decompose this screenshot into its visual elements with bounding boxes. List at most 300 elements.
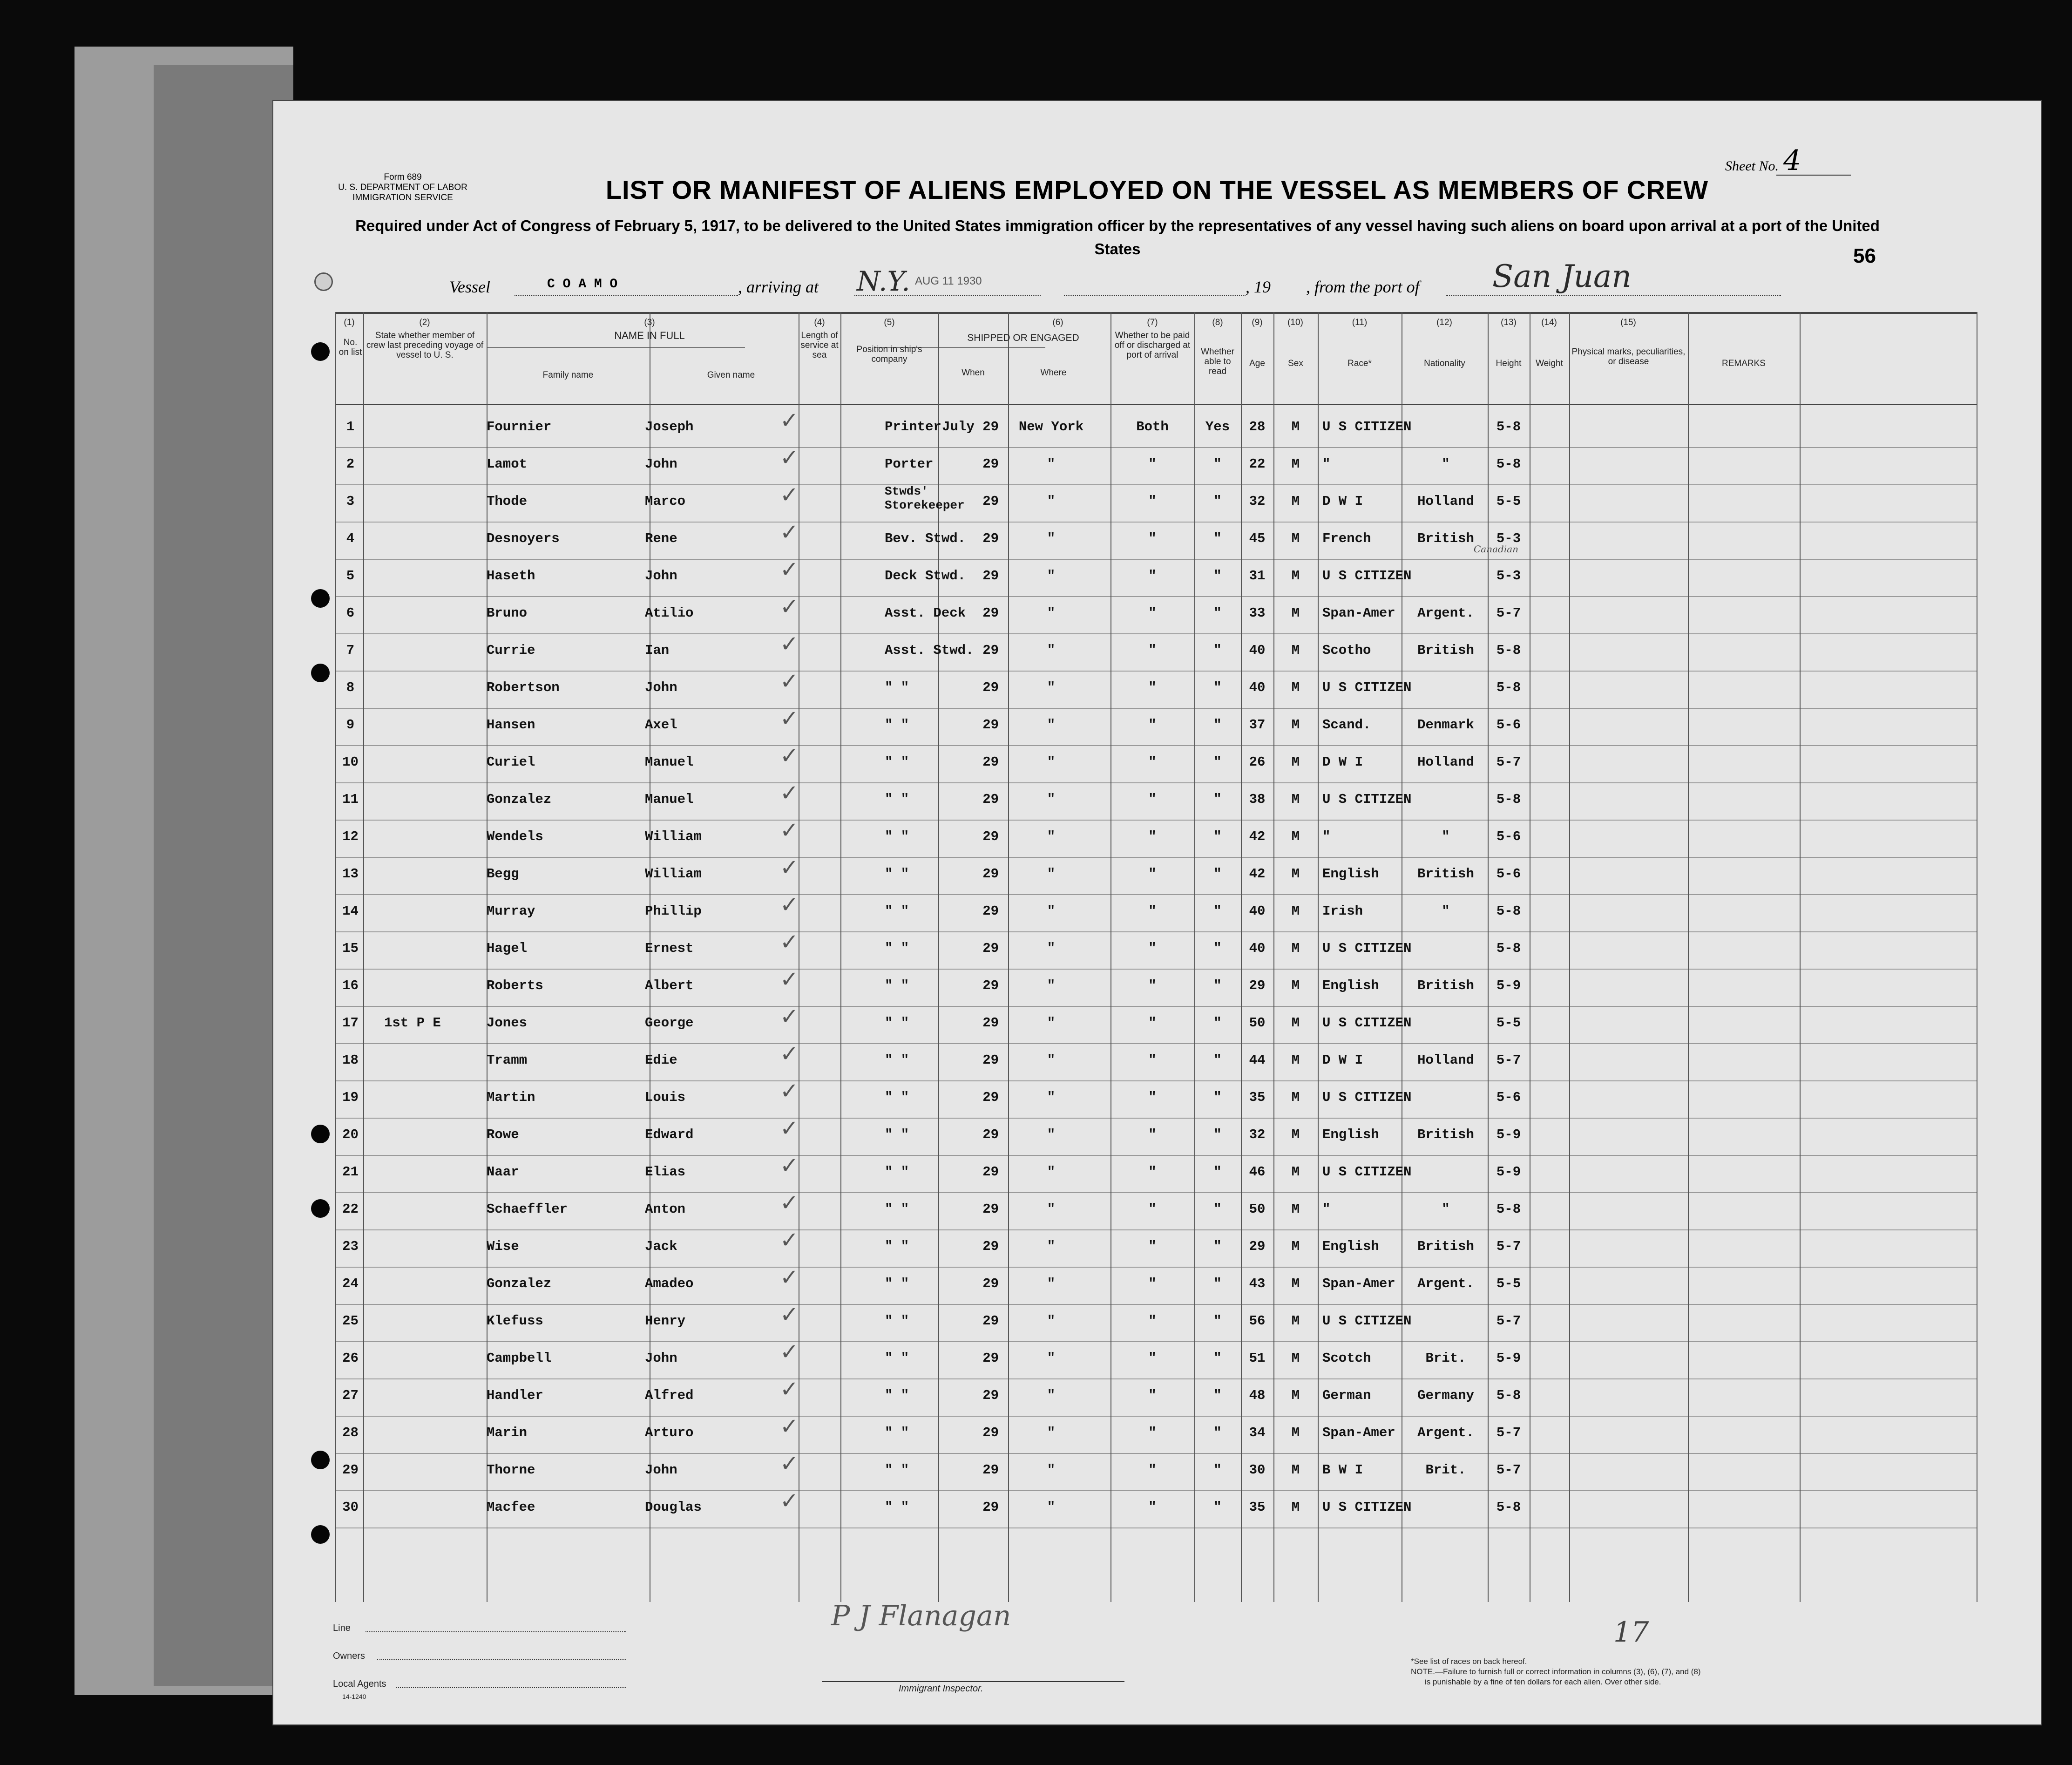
given-name-cell: William <box>645 829 702 844</box>
race-cell: B W I <box>1322 1462 1363 1478</box>
age-cell: 30 <box>1249 1462 1266 1478</box>
check-mark-icon: ✓ <box>780 966 799 992</box>
given-name-cell: John <box>645 456 677 472</box>
age-cell: 42 <box>1249 829 1266 844</box>
inspector-signature: P J Flanagan <box>831 1600 1011 1632</box>
shipped-where-cell: " <box>1047 1351 1056 1366</box>
height-cell: 5-8 <box>1496 903 1521 919</box>
position-cell: Asst. Stwd. <box>885 643 974 658</box>
nationality-cell: " <box>1442 456 1450 472</box>
shipped-where-cell: " <box>1047 941 1056 956</box>
shipped-where-cell: " <box>1047 680 1056 695</box>
age-cell: 56 <box>1249 1313 1266 1329</box>
family-name-cell: Hansen <box>487 717 535 733</box>
nationality-cell: Argent. <box>1417 1425 1474 1440</box>
sex-cell: M <box>1291 494 1300 509</box>
manifest-sheet <box>272 100 2042 1725</box>
sex-cell: M <box>1291 643 1300 658</box>
row-number: 13 <box>342 866 359 882</box>
sex-cell: M <box>1291 456 1300 472</box>
check-mark-icon: ✓ <box>780 892 799 918</box>
check-mark-icon: ✓ <box>780 668 799 694</box>
column-number: (4) <box>814 318 825 327</box>
age-cell: 50 <box>1249 1015 1266 1031</box>
check-mark-icon: ✓ <box>780 743 799 769</box>
nationality-cell: British <box>1417 1127 1474 1142</box>
able-to-read-cell: " <box>1213 978 1222 993</box>
nationality-cell: British <box>1417 1239 1474 1254</box>
shipped-when-cell: 29 <box>982 1351 999 1366</box>
position-cell: " " <box>885 903 909 919</box>
sex-cell: M <box>1291 1202 1300 1217</box>
shipped-where-cell: " <box>1047 1052 1056 1068</box>
sex-cell: M <box>1291 1425 1300 1440</box>
form-number: Form 689 <box>384 172 422 182</box>
sex-cell: M <box>1291 531 1300 546</box>
able-to-read-cell: " <box>1213 754 1222 770</box>
given-name-cell: Jack <box>645 1239 677 1254</box>
shipped-when-cell: 29 <box>982 866 999 882</box>
row-number: 3 <box>346 494 355 509</box>
column-number: (9) <box>1252 318 1263 327</box>
given-name-cell: Edie <box>645 1052 677 1068</box>
position-cell: " " <box>885 1313 909 1329</box>
paid-off-cell: " <box>1148 829 1157 844</box>
paid-off-cell: " <box>1148 978 1157 993</box>
from-port-fill-line <box>1446 295 1781 296</box>
header-remarks: REMARKS <box>1722 359 1766 368</box>
shipped-where-cell: " <box>1047 1127 1056 1142</box>
position-cell: " " <box>885 1425 909 1440</box>
position-cell: " " <box>885 717 909 733</box>
race-cell: U S CITIZEN <box>1322 1500 1412 1515</box>
row-number: 17 <box>342 1015 359 1031</box>
paid-off-cell: " <box>1148 456 1157 472</box>
inspector-label: Immigrant Inspector. <box>899 1684 983 1694</box>
race-cell: " <box>1322 829 1331 844</box>
shipped-where-cell: " <box>1047 1276 1056 1291</box>
sheet-no-value: 4 <box>1783 144 1801 177</box>
able-to-read-cell: " <box>1213 1202 1222 1217</box>
position-cell: Stwds' Storekeeper <box>885 484 965 512</box>
paid-off-cell: " <box>1148 1127 1157 1142</box>
family-name-cell: Schaeffler <box>487 1202 568 1217</box>
header-age: Age <box>1249 359 1265 368</box>
paid-off-cell: " <box>1148 866 1157 882</box>
age-cell: 51 <box>1249 1351 1266 1366</box>
height-cell: 5-3 <box>1496 568 1521 584</box>
able-to-read-cell: Yes <box>1205 419 1230 434</box>
sex-cell: M <box>1291 568 1300 584</box>
line-fill <box>366 1631 626 1632</box>
year-label: , 19 <box>1246 278 1271 296</box>
age-cell: 35 <box>1249 1090 1266 1105</box>
family-name-cell: Bruno <box>487 605 528 621</box>
header-where: Where <box>1040 368 1067 378</box>
row-number: 9 <box>346 717 355 733</box>
handwritten-note: Canadian <box>1474 543 1519 555</box>
position-cell: " " <box>885 1202 909 1217</box>
position-cell: " " <box>885 792 909 807</box>
row-number: 30 <box>342 1500 359 1515</box>
able-to-read-cell: " <box>1213 680 1222 695</box>
row-number: 5 <box>346 568 355 584</box>
header-sex: Sex <box>1288 359 1303 368</box>
given-name-cell: Manuel <box>645 754 694 770</box>
row-rule <box>335 1192 1977 1193</box>
able-to-read-cell: " <box>1213 643 1222 658</box>
height-cell: 5-7 <box>1496 1462 1521 1478</box>
shipped-when-cell: 29 <box>982 643 999 658</box>
shipped-when-cell: 29 <box>982 1313 999 1329</box>
given-name-cell: John <box>645 680 677 695</box>
shipped-when-cell: July 29 <box>942 419 999 434</box>
local-agents-label: Local Agents <box>333 1679 386 1689</box>
given-name-cell: John <box>645 1351 677 1366</box>
form-code: 14-1240 <box>342 1693 366 1700</box>
given-name-cell: Axel <box>645 717 677 733</box>
shipped-when-cell: 29 <box>982 568 999 584</box>
age-cell: 22 <box>1249 456 1266 472</box>
column-number: (5) <box>884 318 895 327</box>
check-mark-icon: ✓ <box>780 631 799 657</box>
paid-off-cell: " <box>1148 1462 1157 1478</box>
check-mark-icon: ✓ <box>780 1078 799 1104</box>
able-to-read-cell: " <box>1213 1164 1222 1180</box>
header-paid-off: Whether to be paid off or discharged at port of arrival <box>1114 331 1191 360</box>
row-rule <box>335 1416 1977 1417</box>
row-rule <box>335 522 1977 523</box>
shipped-when-cell: 29 <box>982 1276 999 1291</box>
paid-off-cell: " <box>1148 1015 1157 1031</box>
height-cell: 5-8 <box>1496 643 1521 658</box>
page-subtitle: Required under Act of Congress of February 5, 1917, to be delivered to the United States immigration officer by the representatives of any vessel having such aliens on board upon arrival at a port of the United States <box>355 217 1880 258</box>
header-given-name: Given name <box>707 370 755 380</box>
shipped-where-cell: " <box>1047 531 1056 546</box>
check-mark-icon: ✓ <box>780 594 799 620</box>
age-cell: 50 <box>1249 1202 1266 1217</box>
family-name-cell: Roberts <box>487 978 543 993</box>
check-mark-icon: ✓ <box>780 482 799 508</box>
sex-cell: M <box>1291 1388 1300 1403</box>
crew-table <box>272 312 2042 1602</box>
able-to-read-cell: " <box>1213 1052 1222 1068</box>
family-name-cell: Gonzalez <box>487 1276 552 1291</box>
able-to-read-cell: " <box>1213 605 1222 621</box>
row-number: 12 <box>342 829 359 844</box>
shipped-when-cell: 29 <box>982 978 999 993</box>
vessel-fill-line <box>515 295 738 296</box>
race-cell: French <box>1322 531 1371 546</box>
race-cell: D W I <box>1322 494 1363 509</box>
sex-cell: M <box>1291 1351 1300 1366</box>
row-rule <box>335 708 1977 709</box>
shipped-where-cell: " <box>1047 1164 1056 1180</box>
race-cell: Span-Amer <box>1322 1276 1395 1291</box>
height-cell: 5-9 <box>1496 1127 1521 1142</box>
age-cell: 40 <box>1249 643 1266 658</box>
height-cell: 5-6 <box>1496 829 1521 844</box>
height-cell: 5-7 <box>1496 1239 1521 1254</box>
nationality-cell: Holland <box>1417 754 1474 770</box>
able-to-read-cell: " <box>1213 866 1222 882</box>
column-number: (12) <box>1436 318 1452 327</box>
shipped-where-cell: " <box>1047 456 1056 472</box>
given-name-cell: Joseph <box>645 419 694 434</box>
position-cell: Printer <box>885 419 941 434</box>
shipped-when-cell: 29 <box>982 829 999 844</box>
sex-cell: M <box>1291 1164 1300 1180</box>
race-cell: U S CITIZEN <box>1322 680 1412 695</box>
height-cell: 5-7 <box>1496 1425 1521 1440</box>
sheet-no-label: Sheet No. <box>1725 158 1779 174</box>
nationality-cell: Denmark <box>1417 717 1474 733</box>
given-name-cell: Alfred <box>645 1388 694 1403</box>
vessel-line <box>272 258 2042 300</box>
row-rule <box>335 1378 1977 1379</box>
race-cell: U S CITIZEN <box>1322 792 1412 807</box>
age-cell: 48 <box>1249 1388 1266 1403</box>
check-mark-icon: ✓ <box>780 557 799 583</box>
family-name-cell: Begg <box>487 866 519 882</box>
shipped-where-cell: " <box>1047 1462 1056 1478</box>
nationality-cell: British <box>1417 643 1474 658</box>
height-cell: 5-8 <box>1496 419 1521 434</box>
family-name-cell: Gonzalez <box>487 792 552 807</box>
header-family-name: Family name <box>542 370 594 380</box>
shipped-when-cell: 29 <box>982 1090 999 1105</box>
owners-fill <box>377 1659 626 1660</box>
height-cell: 5-5 <box>1496 1015 1521 1031</box>
shipped-where-cell: " <box>1047 792 1056 807</box>
column-rule <box>1318 312 1319 1602</box>
row-rule <box>335 1229 1977 1230</box>
given-name-cell: John <box>645 568 677 584</box>
row-number: 10 <box>342 754 359 770</box>
check-mark-icon: ✓ <box>780 1115 799 1141</box>
age-cell: 40 <box>1249 903 1266 919</box>
sex-cell: M <box>1291 419 1300 434</box>
arriving-fill-line <box>854 295 1041 296</box>
race-cell: Span-Amer <box>1322 1425 1395 1440</box>
able-to-read-cell: " <box>1213 1239 1222 1254</box>
shipped-when-cell: 29 <box>982 1425 999 1440</box>
row-rule <box>335 1304 1977 1305</box>
shipped-when-cell: 29 <box>982 754 999 770</box>
family-name-cell: Curiel <box>487 754 535 770</box>
age-cell: 37 <box>1249 717 1266 733</box>
shipped-when-cell: 29 <box>982 941 999 956</box>
able-to-read-cell: " <box>1213 717 1222 733</box>
check-mark-icon: ✓ <box>780 1153 799 1179</box>
paid-off-cell: " <box>1148 754 1157 770</box>
shipped-where-cell: " <box>1047 1015 1056 1031</box>
family-name-cell: Tramm <box>487 1052 528 1068</box>
family-name-cell: Fournier <box>487 419 552 434</box>
check-mark-icon: ✓ <box>780 1413 799 1439</box>
sex-cell: M <box>1291 1462 1300 1478</box>
race-cell: D W I <box>1322 754 1363 770</box>
page-title: LIST OR MANIFEST OF ALIENS EMPLOYED ON THE VESSEL AS MEMBERS OF CREW <box>605 175 1709 204</box>
nationality-cell: British <box>1417 978 1474 993</box>
sex-cell: M <box>1291 717 1300 733</box>
shipped-where-cell: New York <box>1018 419 1084 434</box>
sex-cell: M <box>1291 680 1300 695</box>
column-rule <box>335 312 336 1602</box>
given-name-cell: William <box>645 866 702 882</box>
position-cell: " " <box>885 866 909 882</box>
sex-cell: M <box>1291 1090 1300 1105</box>
able-to-read-cell: " <box>1213 1425 1222 1440</box>
owners-label: Owners <box>333 1651 365 1661</box>
row-rule <box>335 1155 1977 1156</box>
height-cell: 5-5 <box>1496 494 1521 509</box>
able-to-read-cell: " <box>1213 531 1222 546</box>
sex-cell: M <box>1291 1276 1300 1291</box>
position-cell: " " <box>885 1164 909 1180</box>
penalty-note-cont: is punishable by a fine of ten dollars for each alien. Over other side. <box>1425 1677 1661 1686</box>
age-cell: 34 <box>1249 1425 1266 1440</box>
position-cell: " " <box>885 941 909 956</box>
sex-cell: M <box>1291 1127 1300 1142</box>
column-number: (1) <box>344 318 355 327</box>
table-top-rule <box>335 312 1977 314</box>
arriving-label: , arriving at <box>738 278 819 296</box>
height-cell: 5-9 <box>1496 1351 1521 1366</box>
shipped-where-cell: " <box>1047 978 1056 993</box>
shipped-where-cell: " <box>1047 605 1056 621</box>
races-note: *See list of races on back hereof. <box>1411 1657 1527 1666</box>
given-name-cell: Phillip <box>645 903 702 919</box>
given-name-cell: Manuel <box>645 792 694 807</box>
given-name-cell: Albert <box>645 978 694 993</box>
arriving-port: N.Y. <box>857 265 910 297</box>
nationality-cell: " <box>1442 829 1450 844</box>
family-name-cell: Haseth <box>487 568 535 584</box>
given-name-cell: Louis <box>645 1090 686 1105</box>
shipped-when-cell: 29 <box>982 1015 999 1031</box>
row-number: 1 <box>346 419 355 434</box>
line-label: Line <box>333 1623 351 1633</box>
sex-cell: M <box>1291 792 1300 807</box>
shipped-where-cell: " <box>1047 643 1056 658</box>
family-name-cell: Thode <box>487 494 528 509</box>
race-cell: " <box>1322 1202 1331 1217</box>
race-cell: English <box>1322 1127 1379 1142</box>
row-rule <box>335 745 1977 746</box>
shipped-where-cell: " <box>1047 494 1056 509</box>
able-to-read-cell: " <box>1213 1351 1222 1366</box>
shipped-when-cell: 29 <box>982 903 999 919</box>
column-number: (14) <box>1541 318 1557 327</box>
able-to-read-cell: " <box>1213 1015 1222 1031</box>
row-rule <box>335 484 1977 485</box>
shipped-when-cell: 29 <box>982 605 999 621</box>
family-name-cell: Currie <box>487 643 535 658</box>
sex-cell: M <box>1291 829 1300 844</box>
height-cell: 5-8 <box>1496 792 1521 807</box>
check-mark-icon: ✓ <box>780 1339 799 1365</box>
table-header-rule <box>335 404 1977 405</box>
check-mark-icon: ✓ <box>780 855 799 881</box>
shipped-where-cell: " <box>1047 1388 1056 1403</box>
nationality-cell: Germany <box>1417 1388 1474 1403</box>
row-number: 19 <box>342 1090 359 1105</box>
family-name-cell: Robertson <box>487 680 560 695</box>
row-rule <box>335 820 1977 821</box>
sex-cell: M <box>1291 1052 1300 1068</box>
row-rule <box>335 1453 1977 1454</box>
able-to-read-cell: " <box>1213 568 1222 584</box>
shipped-when-cell: 29 <box>982 680 999 695</box>
header-position: Position in ship's company <box>856 345 922 364</box>
age-cell: 29 <box>1249 1239 1266 1254</box>
check-mark-icon: ✓ <box>780 706 799 732</box>
paid-off-cell: " <box>1148 1239 1157 1254</box>
row-rule <box>335 1118 1977 1119</box>
race-cell: U S CITIZEN <box>1322 568 1412 584</box>
able-to-read-cell: " <box>1213 1462 1222 1478</box>
check-mark-icon: ✓ <box>780 1488 799 1514</box>
check-mark-icon: ✓ <box>780 1227 799 1253</box>
column-rule <box>363 312 364 1602</box>
family-name-cell: Thorne <box>487 1462 535 1478</box>
family-name-cell: Campbell <box>487 1351 552 1366</box>
check-mark-icon: ✓ <box>780 929 799 955</box>
shipped-when-cell: 29 <box>982 1239 999 1254</box>
row-number: 28 <box>342 1425 359 1440</box>
shipped-when-cell: 29 <box>982 1500 999 1515</box>
race-cell: Scotch <box>1322 1351 1371 1366</box>
row-rule <box>335 1267 1977 1268</box>
name-header-rule <box>487 347 745 348</box>
position-cell: " " <box>885 680 909 695</box>
height-cell: 5-8 <box>1496 1388 1521 1403</box>
column-rule <box>1569 312 1570 1602</box>
header-able-to-read: Whether able to read <box>1201 347 1234 376</box>
column-number: (7) <box>1147 318 1158 327</box>
nationality-cell: " <box>1442 903 1450 919</box>
column-rule <box>1800 312 1801 1602</box>
family-name-cell: Wise <box>487 1239 519 1254</box>
able-to-read-cell: " <box>1213 792 1222 807</box>
row-rule <box>335 782 1977 783</box>
paid-off-cell: " <box>1148 792 1157 807</box>
height-cell: 5-8 <box>1496 456 1521 472</box>
nationality-cell: Brit. <box>1425 1351 1466 1366</box>
race-cell: English <box>1322 866 1379 882</box>
check-mark-icon: ✓ <box>780 1302 799 1328</box>
paid-off-cell: " <box>1148 941 1157 956</box>
header-shipped-or-engaged: SHIPPED OR ENGAGED <box>967 333 1079 343</box>
position-cell: " " <box>885 1462 909 1478</box>
nationality-cell: " <box>1442 1202 1450 1217</box>
shipped-where-cell: " <box>1047 717 1056 733</box>
header-height: Height <box>1496 359 1522 368</box>
race-cell: Scotho <box>1322 643 1371 658</box>
header-prev-voyage: State whether member of crew last preceding voyage of vessel to U. S. <box>366 331 484 360</box>
shipped-when-cell: 29 <box>982 1164 999 1180</box>
age-cell: 31 <box>1249 568 1266 584</box>
height-cell: 5-7 <box>1496 1052 1521 1068</box>
given-name-cell: Edward <box>645 1127 694 1142</box>
race-cell: English <box>1322 978 1379 993</box>
age-cell: 26 <box>1249 754 1266 770</box>
shipped-when-cell: 29 <box>982 1052 999 1068</box>
column-number: (11) <box>1352 318 1368 327</box>
paid-off-cell: " <box>1148 1500 1157 1515</box>
given-name-cell: George <box>645 1015 694 1031</box>
